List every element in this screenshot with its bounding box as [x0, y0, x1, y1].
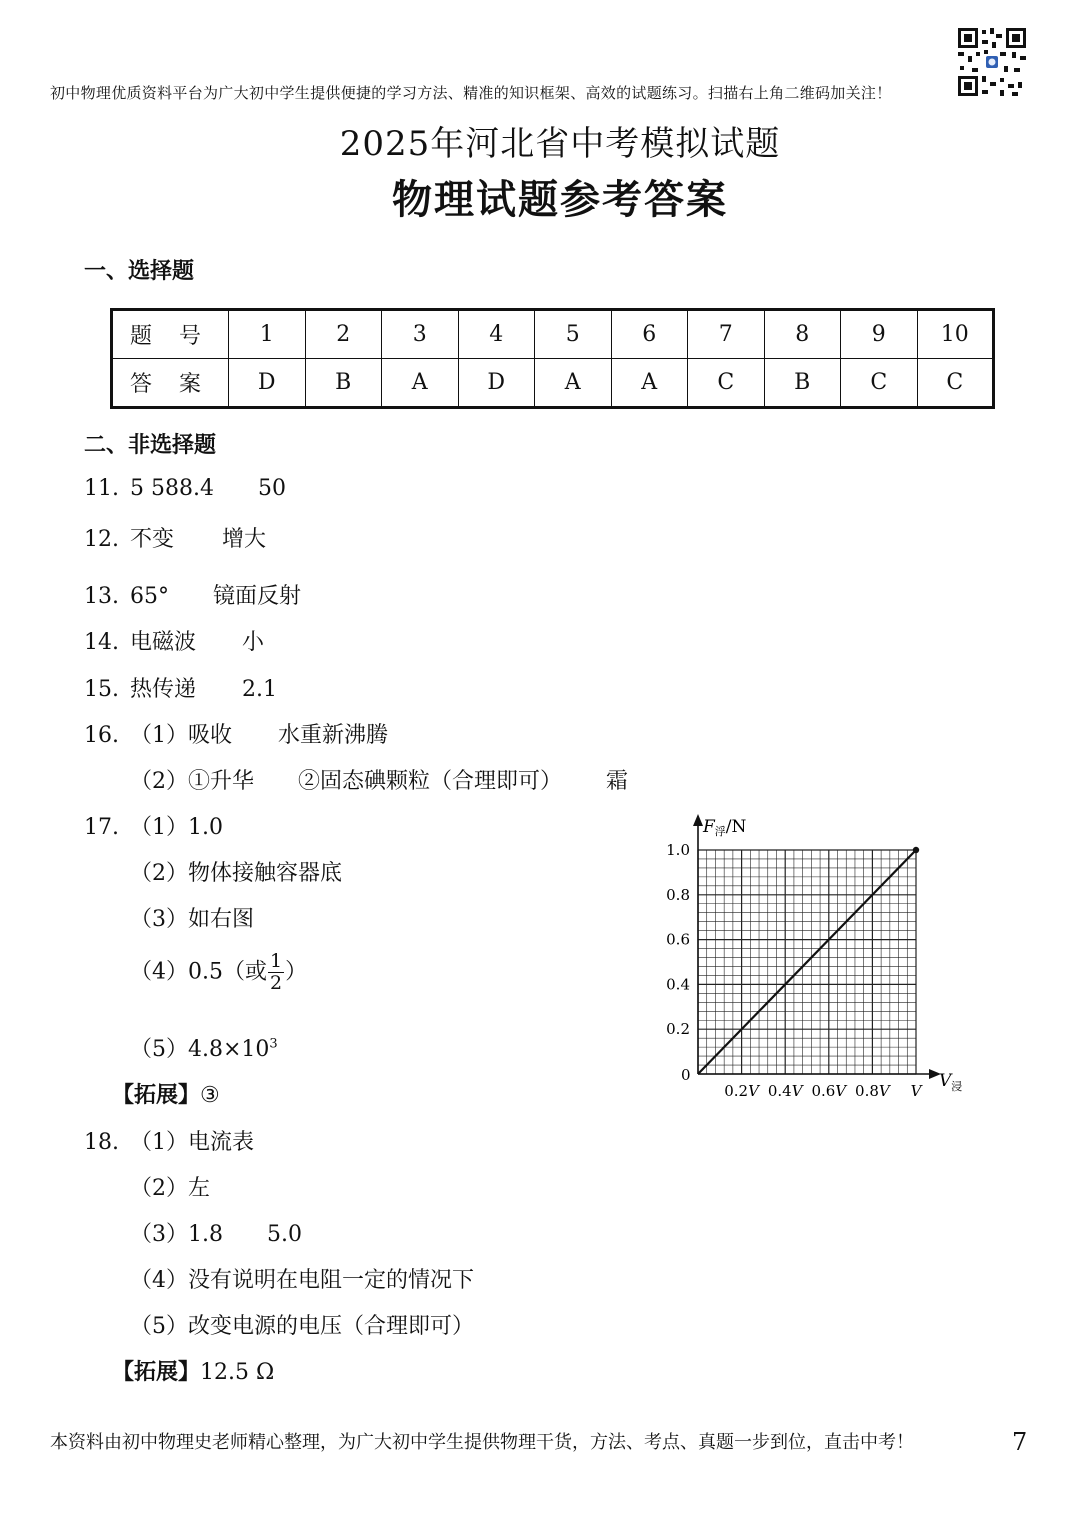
answer-line-q18-1: [84, 1125, 254, 1156]
chart-series: [698, 847, 919, 1074]
table-cell-number: 8: [764, 310, 841, 359]
fraction-numerator: 1: [270, 950, 283, 972]
table-cell-answer: B: [764, 359, 841, 408]
answer-line-q17-ext: [112, 1078, 220, 1109]
x-tick-label: 0.6V: [811, 1082, 847, 1100]
answer-line-q18-2: [130, 1171, 210, 1202]
table-cell-number: 9: [841, 310, 918, 359]
answer-text: 物体接触容器底: [188, 861, 343, 886]
question-number: 17.: [84, 815, 119, 840]
extension-label: 【拓展】: [112, 1082, 201, 1108]
x-label-sub: 浸: [951, 1080, 963, 1093]
y-axis-arrow-icon: [693, 814, 703, 826]
part-label: （5）: [130, 1037, 188, 1062]
y-label-sub: 浮: [714, 825, 726, 838]
answer-text: 50: [257, 476, 286, 501]
answer-text: ）: [285, 959, 308, 985]
answer-text: 12.5 Ω: [200, 1360, 275, 1385]
answer-text: 5 588.4: [130, 476, 214, 501]
y-label-unit: /N: [725, 817, 747, 837]
series-end-point: [913, 847, 919, 853]
question-number: 16.: [84, 723, 119, 748]
answer-text: 增大: [222, 527, 267, 552]
chart-y-axis-label: [702, 817, 747, 838]
question-number: 14.: [84, 630, 119, 655]
answer-text: 1.0: [188, 815, 223, 840]
answer-text: ②固态碘颗粒（合理即可）: [298, 769, 563, 794]
answer-text: 水重新沸腾: [278, 723, 389, 748]
answer-line-q17-5: [130, 1032, 278, 1063]
table-cell-number: 5: [535, 310, 612, 359]
answer-line-q18-5: [130, 1309, 474, 1340]
y-tick-label: 0.4: [666, 975, 690, 994]
exponent: 3: [269, 1036, 278, 1052]
answer-text: 2.1: [242, 677, 278, 702]
answer-line-q17-2: [130, 856, 342, 887]
chart-tick-labels: [666, 841, 923, 1100]
answer-line-q18-4: [130, 1263, 474, 1294]
answer-text: 热传递: [130, 677, 197, 702]
table-cell-answer: A: [611, 359, 688, 408]
y-tick-label: 0.8: [666, 885, 690, 904]
page-number: 7: [1012, 1428, 1028, 1456]
table-cell-answer: A: [382, 359, 459, 408]
table-cell-answer: B: [305, 359, 382, 408]
extension-label: 【拓展】: [112, 1359, 201, 1385]
y-tick-label: 1.0: [666, 841, 690, 859]
y-label-main: F: [703, 817, 715, 837]
x-tick-label: 0.4V: [767, 1082, 803, 1100]
answer-line-q17-3: [130, 902, 254, 933]
answer-text: 改变电源的电压（合理即可）: [188, 1314, 475, 1339]
y-tick-label: 0.6: [666, 930, 690, 949]
answer-line-q16-2: [130, 764, 628, 795]
question-number: 12.: [84, 527, 119, 552]
answer-text: 0.5（或: [188, 959, 267, 985]
table-cell-answer: D: [229, 359, 306, 408]
answer-text: 电磁波: [130, 630, 197, 655]
answer-text: 左: [188, 1176, 211, 1201]
table-row-numbers: [112, 310, 994, 359]
x-tick-label: 0.8V: [855, 1082, 890, 1100]
table-header-answer: 答 案: [112, 359, 229, 408]
answer-line-q11: [84, 476, 286, 501]
part-label: （2）: [130, 861, 188, 886]
table-cell-number: 2: [305, 310, 382, 359]
table-cell-answer: C: [688, 359, 765, 408]
answer-text: 1.8: [188, 1222, 223, 1247]
part-label: （5）: [130, 1314, 188, 1339]
answer-text: 不变: [130, 527, 175, 552]
part-label: （4）: [130, 959, 188, 985]
table-cell-answer: D: [458, 359, 535, 408]
table-cell-number: 1: [229, 310, 306, 359]
answer-line-q18-3: [130, 1217, 302, 1248]
chart-origin-label: 0: [681, 1066, 691, 1084]
answer-text: 小: [242, 630, 265, 655]
answer-line-q17-4: [130, 952, 307, 993]
section-heading-non-choice: 二、非选择题: [84, 432, 217, 458]
fraction-denominator: 2: [270, 972, 283, 994]
answer-line-q13: [84, 579, 301, 610]
table-cell-number: 4: [458, 310, 535, 359]
part-label: （1）: [130, 815, 188, 840]
answer-line-q14: [84, 625, 264, 656]
answer-text: ①升华: [188, 769, 255, 794]
question-number: 11.: [84, 476, 119, 501]
table-cell-answer: C: [917, 359, 994, 408]
chart-x-axis-label: [939, 1071, 962, 1093]
answer-line-q16-1: [84, 718, 388, 749]
answer-text: 吸收: [188, 723, 233, 748]
section-heading-choice: 一、选择题: [84, 258, 195, 284]
part-label: （2）: [130, 769, 188, 794]
answer-line-q17-1: [84, 810, 223, 841]
series-line: [698, 850, 916, 1074]
answer-text: 65°: [130, 584, 169, 609]
part-label: （2）: [130, 1176, 188, 1201]
answer-line-q15: [84, 672, 277, 703]
table-cell-answer: A: [535, 359, 612, 408]
footer-note: 本资料由初中物理史老师精心整理，为广大初中学生提供物理干货，方法、考点、真题一步到位，直击中考！: [50, 1432, 914, 1453]
answer-line-q12: [84, 522, 266, 553]
chart-axes: [693, 814, 941, 1079]
x-tick-label: V: [910, 1082, 922, 1100]
table-cell-number: 3: [382, 310, 459, 359]
table-cell-number: 7: [688, 310, 765, 359]
table-cell-number: 6: [611, 310, 688, 359]
part-label: （3）: [130, 1222, 188, 1247]
answer-text: ③: [200, 1083, 220, 1108]
qr-code-icon: [956, 26, 1028, 98]
table-cell-answer: C: [841, 359, 918, 408]
answer-text: 没有说明在电阻一定的情况下: [188, 1268, 475, 1293]
answer-line-q18-ext: [112, 1355, 274, 1386]
answer-table: [110, 308, 995, 409]
x-label-main: V: [939, 1071, 952, 1091]
part-label: （1）: [130, 1130, 188, 1155]
table-cell-number: 10: [917, 310, 994, 359]
part-label: （4）: [130, 1268, 188, 1293]
buoyancy-volume-chart: [655, 808, 975, 1108]
part-label: （1）: [130, 723, 188, 748]
document-subtitle: 物理试题参考答案: [392, 176, 728, 223]
answer-text: 5.0: [267, 1222, 302, 1247]
part-label: （3）: [130, 907, 188, 932]
question-number: 13.: [84, 584, 119, 609]
question-number: 15.: [84, 677, 119, 702]
document-title: 2025年河北省中考模拟试题: [339, 124, 781, 164]
question-number: 18.: [84, 1130, 119, 1155]
answer-text: 4.8×10: [188, 1037, 270, 1062]
answer-text: 霜: [606, 769, 629, 794]
answer-text: 如右图: [188, 907, 255, 932]
y-tick-label: 0.2: [666, 1020, 690, 1039]
x-tick-label: 0.2V: [724, 1082, 759, 1100]
answer-text: 镜面反射: [213, 584, 302, 609]
answer-text: 电流表: [188, 1130, 255, 1155]
table-row-answers: [112, 359, 994, 408]
header-note: 初中物理优质资料平台为广大初中学生提供便捷的学习方法、精准的知识框架、高效的试题练习。扫描右上角二维码加关注！: [50, 84, 892, 102]
table-header-number: 题 号: [112, 310, 229, 359]
fraction: [268, 952, 284, 993]
